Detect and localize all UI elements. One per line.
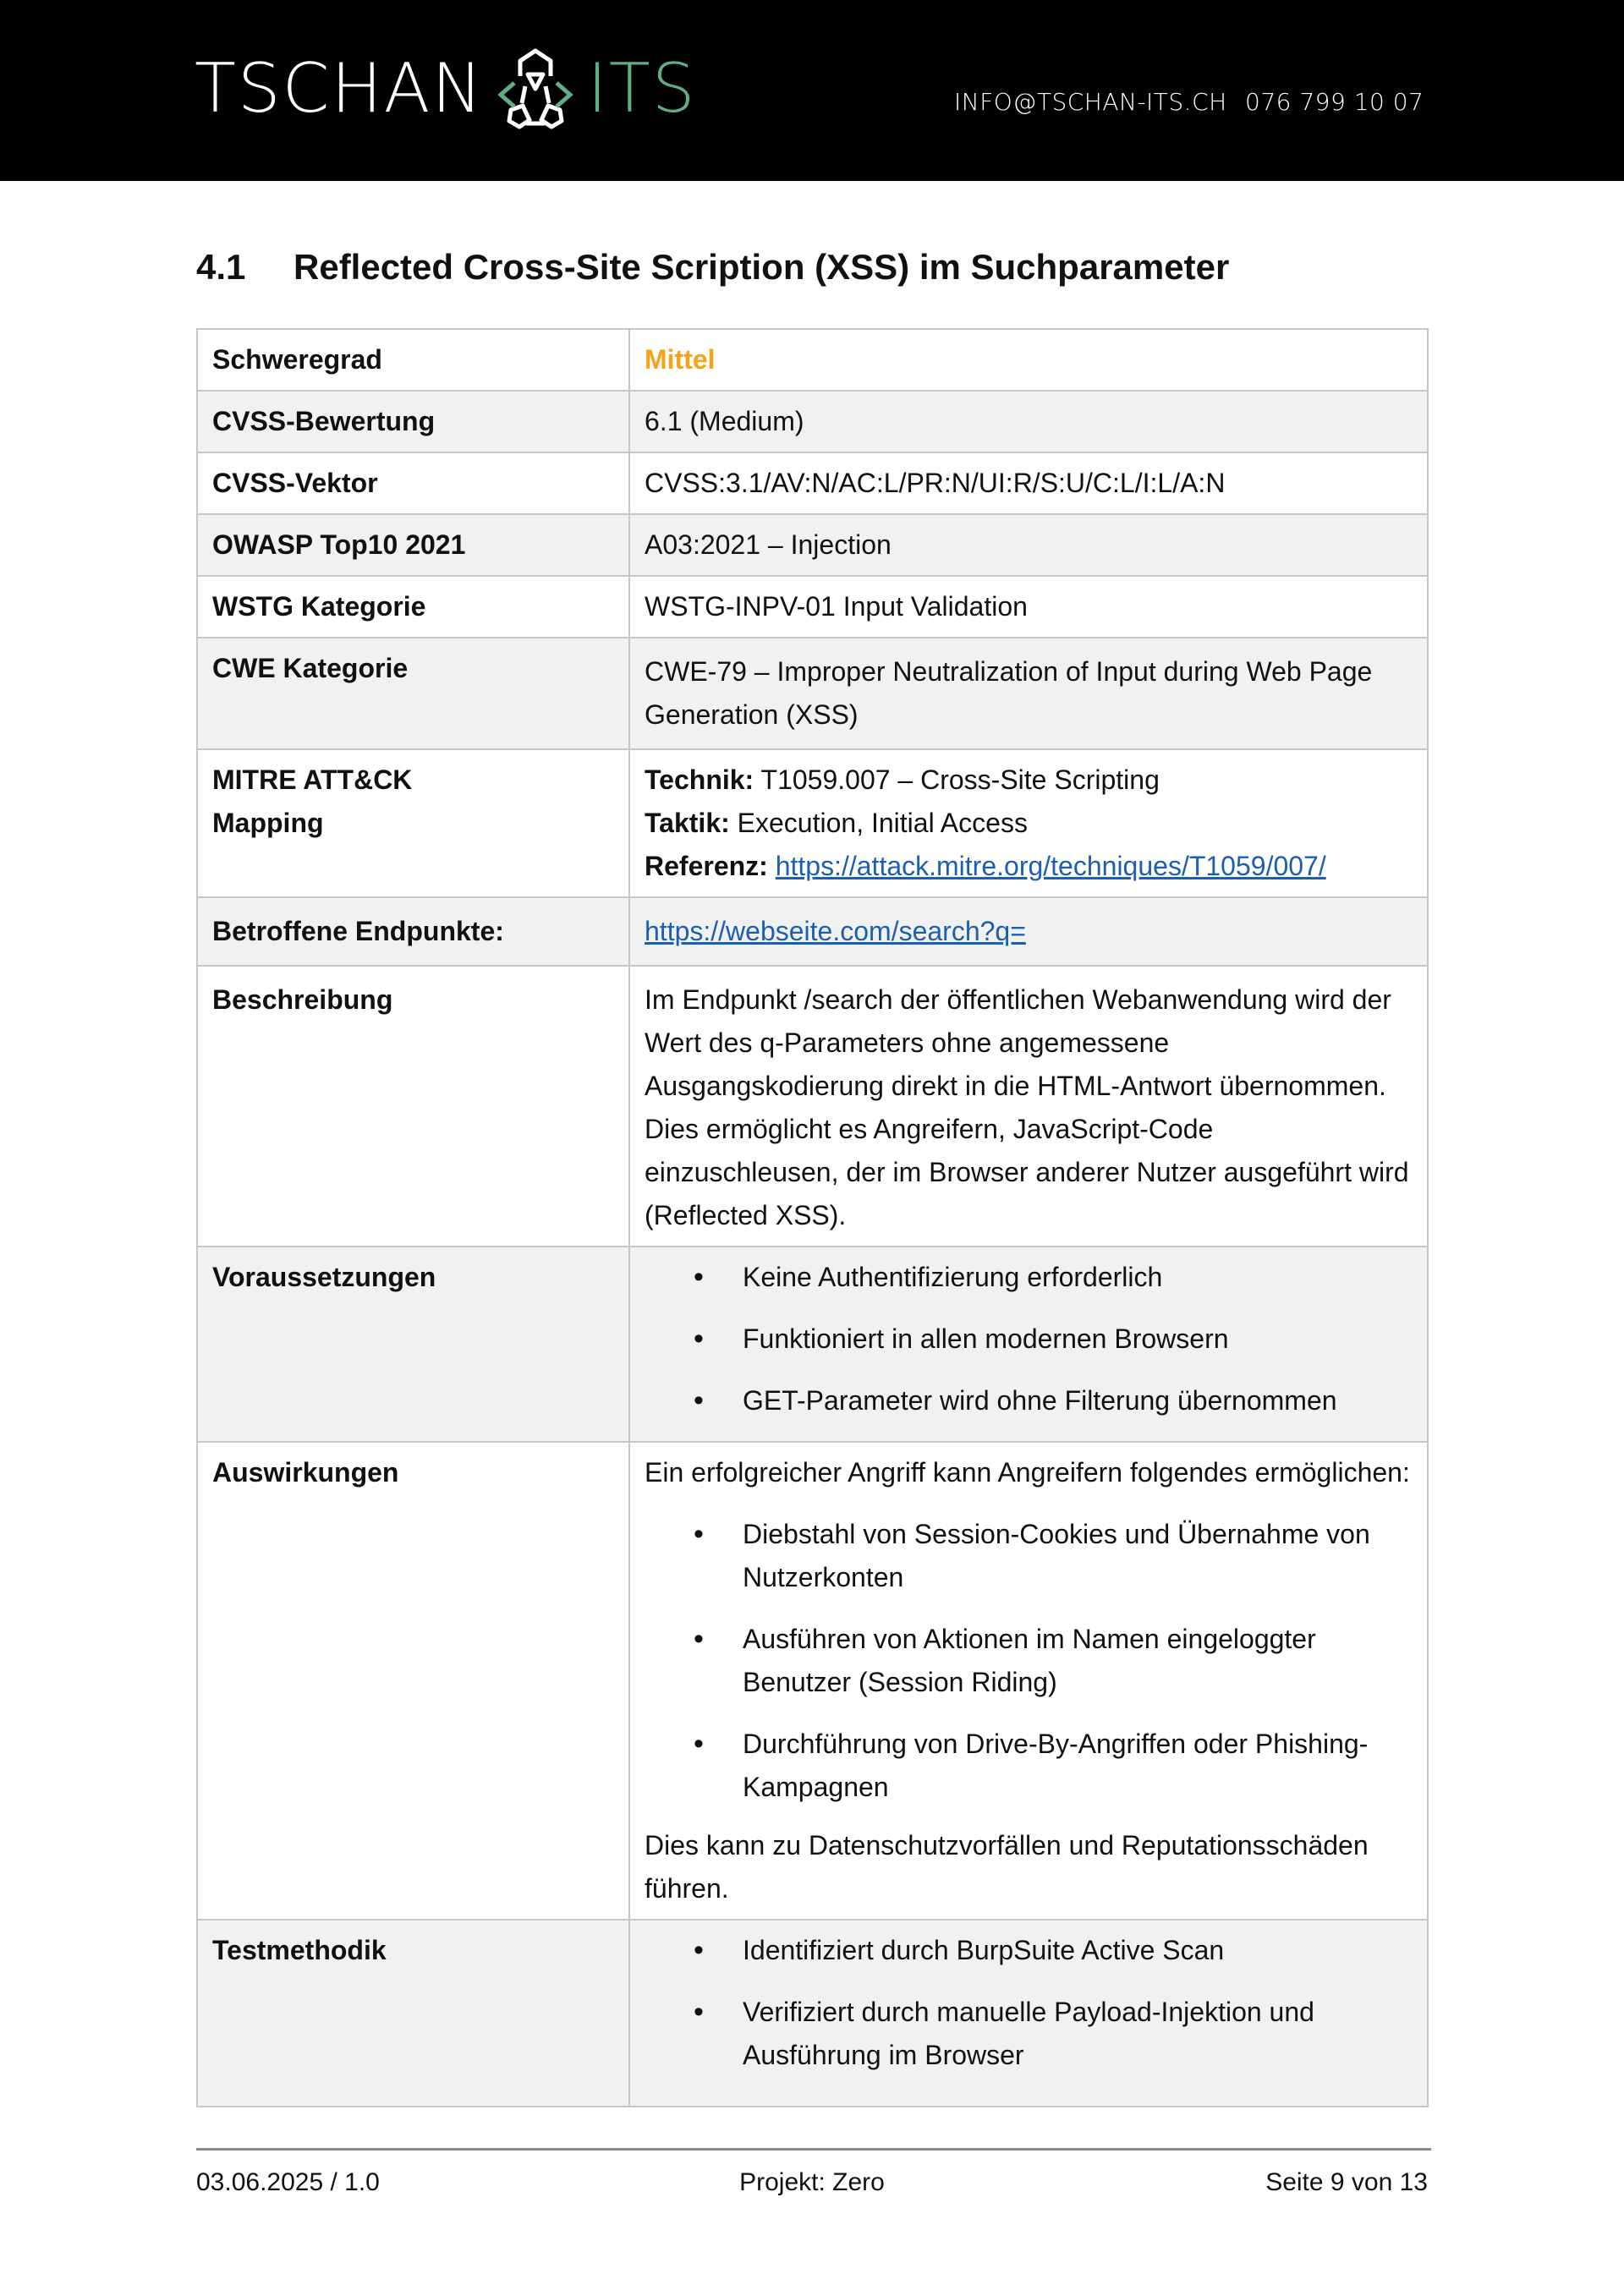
row-label: MITRE ATT&CK Mapping: [197, 749, 629, 897]
row-value: [629, 897, 1428, 966]
company-logo: [195, 42, 696, 135]
footer-date-version: 03.06.2025 / 1.0: [196, 2168, 380, 2196]
section-heading: [196, 247, 1229, 288]
impact-list: [645, 1513, 1413, 1809]
prerequisites-list: [645, 1256, 1413, 1422]
row-label: OWASP Top10 2021: [197, 514, 629, 576]
list-item: • Diebstahl von Session-Cookies und Übernahme von Nutzerkonten: [694, 1513, 1413, 1599]
test-method-list: [645, 1929, 1413, 2077]
table-row-cvss-score: [197, 391, 1428, 452]
section-title: Reflected Cross-Site Scription (XSS) im Suchparameter: [294, 247, 1230, 287]
row-value: [629, 1920, 1428, 2107]
row-label: Schweregrad: [197, 329, 629, 391]
logo-text-its: ITS: [587, 49, 697, 128]
logo-text-tschan: TSCHAN: [195, 49, 485, 128]
row-value: Im Endpunkt /search der öffentlichen Webanwendung wird der Wert des q-Parameters ohne angemessene Ausgangskodierung direkt in die HTML-Antwort übernommen. Dies ermöglicht es Angreifern, JavaScript-Code einzuschleusen, der im Browser anderer Nutzer ausgeführt wird (Reflected XSS).: [629, 966, 1428, 1247]
contact-phone[interactable]: 076 799 10 07: [1245, 88, 1424, 116]
row-label: CVSS-Bewertung: [197, 391, 629, 452]
taktik-value: Execution, Initial Access: [737, 808, 1028, 838]
row-value: CVSS:3.1/AV:N/AC:L/PR:N/UI:R/S:U/C:L/I:L/A:N: [629, 452, 1428, 514]
row-value: WSTG-INPV-01 Input Validation: [629, 576, 1428, 638]
row-label: WSTG Kategorie: [197, 576, 629, 638]
row-value: [629, 1247, 1428, 1442]
row-value: [629, 1442, 1428, 1920]
list-item: • GET-Parameter wird ohne Filterung übernommen: [694, 1379, 1413, 1422]
row-label: Voraussetzungen: [197, 1247, 629, 1442]
impact-intro: Ein erfolgreicher Angriff kann Angreifern folgendes ermöglichen:: [645, 1457, 1410, 1488]
severity-badge: Mittel: [645, 344, 716, 375]
row-label: Betroffene Endpunkte:: [197, 897, 629, 966]
referenz-label: Referenz:: [645, 851, 768, 881]
row-label: Auswirkungen: [197, 1442, 629, 1920]
list-item: • Ausführen von Aktionen im Namen eingeloggter Benutzer (Session Riding): [694, 1618, 1413, 1704]
table-row-cvss-vector: [197, 452, 1428, 514]
footer-project: Projekt: Zero: [739, 2168, 885, 2196]
row-value: CWE-79 – Improper Neutralization of Input during Web Page Generation (XSS): [629, 638, 1428, 749]
contact-email[interactable]: INFO@TSCHAN-ITS.CH: [954, 88, 1227, 116]
finding-details-table: [196, 328, 1429, 2107]
taktik-label: Taktik:: [645, 808, 730, 838]
impact-outro: Dies kann zu Datenschutzvorfällen und Reputationsschäden führen.: [645, 1830, 1369, 1904]
row-label: CWE Kategorie: [197, 638, 629, 749]
endpoint-link[interactable]: https://webseite.com/search?q=: [645, 916, 1026, 946]
table-row-prerequisites: [197, 1247, 1428, 1442]
list-item: • Identifiziert durch BurpSuite Active Scan: [694, 1929, 1413, 1972]
table-row-impact: [197, 1442, 1428, 1920]
table-row-mitre: [197, 749, 1428, 897]
page-header: [0, 0, 1624, 181]
footer-page-number: Seite 9 von 13: [1265, 2168, 1428, 2196]
table-row-endpoints: [197, 897, 1428, 966]
row-value: [629, 749, 1428, 897]
list-item: • Funktioniert in allen modernen Browsern: [694, 1318, 1413, 1361]
mitre-reference-link[interactable]: https://attack.mitre.org/techniques/T1059/007/: [775, 851, 1326, 881]
technik-value: T1059.007 – Cross-Site Scripting: [760, 764, 1160, 795]
row-value: A03:2021 – Injection: [629, 514, 1428, 576]
row-label: Beschreibung: [197, 966, 629, 1247]
technik-label: Technik:: [645, 764, 754, 795]
mitre-referenz: [645, 845, 1413, 888]
footer-divider: [196, 2148, 1431, 2151]
row-value: 6.1 (Medium): [629, 391, 1428, 452]
penguin-code-icon: [489, 42, 582, 135]
mitre-technik: [645, 759, 1413, 802]
table-row-severity: [197, 329, 1428, 391]
table-row-test-method: [197, 1920, 1428, 2107]
section-number: 4.1: [196, 247, 246, 287]
table-row-description: [197, 966, 1428, 1247]
list-item: • Verifiziert durch manuelle Payload-Injektion und Ausführung im Browser: [694, 1991, 1413, 2077]
table-row-cwe: [197, 638, 1428, 749]
table-row-wstg: [197, 576, 1428, 638]
table-row-owasp: [197, 514, 1428, 576]
row-value: [629, 329, 1428, 391]
list-item: • Keine Authentifizierung erforderlich: [694, 1256, 1413, 1299]
list-item: • Durchführung von Drive-By-Angriffen oder Phishing-Kampagnen: [694, 1723, 1413, 1809]
row-label: Testmethodik: [197, 1920, 629, 2107]
row-label: CVSS-Vektor: [197, 452, 629, 514]
mitre-taktik: [645, 802, 1413, 845]
